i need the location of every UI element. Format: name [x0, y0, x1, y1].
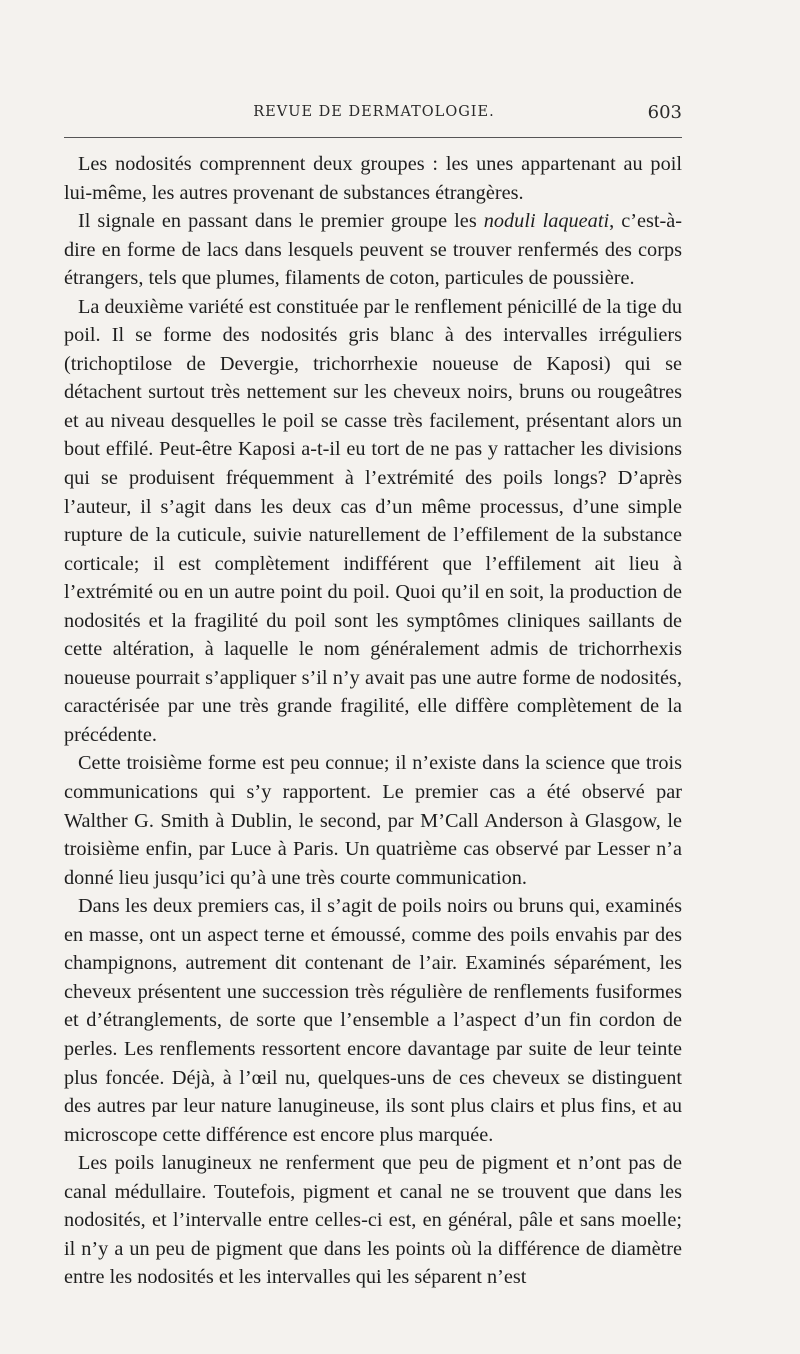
paragraph-2-emphasis: noduli laqueati [483, 210, 610, 233]
paragraph-1: Les nodosités comprennent deux groupes : les unes appartenant au poil lui-même, les autres provenant de substances étrangères. [64, 153, 682, 204]
page-header [66, 104, 682, 130]
header-rule [64, 137, 682, 138]
paragraph-4: Cette troisième forme est peu connue; il n’existe dans la science que trois communications qui s’y rapportent. Le premier cas a été observé par Walther G. Smith à Dublin, le second, par M’Call Anderson à Glasgow, le troisième enfin, par Luce à Paris. Un quatrième cas observé par Lesser n’a donné lieu jusqu’ici qu’à une très courte communication. [64, 752, 682, 889]
paragraph-5: Dans les deux premiers cas, il s’agit de poils noirs ou bruns qui, examinés en masse, ont un aspect terne et émoussé, comme des poils envahis par des champignons, autrement dit contenant de l’air. Examinés séparément, les cheveux présentent une succession très régulière de renflements fusiformes et d’étranglements, de sorte que l’ensemble a l’aspect d’un fin cordon de perles. Les renflements ressortent encore davantage par suite de leur teinte plus foncée. Déjà, à l’œil nu, quelques-uns de ces cheveux se distinguent des autres par leur nature lanugineuse, ils sont plus clairs et plus fins, et au microscope cette différence est encore plus marquée. [64, 895, 682, 1146]
paragraph-3: La deuxième variété est constituée par le renflement pénicillé de la tige du poil. Il se forme des nodosités gris blanc à des intervalles irréguliers (trichoptilose de Devergie, trichorrhexie noueuse de Kaposi) qui se détachent surtout très nettement sur les cheveux noirs, bruns ou rougeâtres et au niveau desquelles le poil se casse très facilement, présentant alors un bout effilé. Peut-être Kaposi a-t-il eu tort de ne pas y rattacher les divisions qui se produisent fréquemment à l’extrémité des poils longs? D’après l’auteur, il s’agit dans les deux cas d’un même processus, d’une simple rupture de la cuticule, suivie naturellement de l’effilement de la substance corticale; il est complètement indifférent que l’effilement ait lieu à l’extrémité ou en un autre point du poil. Quoi qu’il en soit, la production de nodosités et la fragilité du poil sont les symptômes cliniques saillants de cette altération, à laquelle le nom généralement admis de trichorrhexis noueuse pourrait s’appliquer s’il n’y avait pas une autre forme de nodosités, caractérisée par une très grande fragilité, elle diffère complètement de la précédente. [64, 295, 682, 746]
paragraph-2 [64, 207, 682, 293]
body-text [64, 150, 682, 1292]
paragraph-2-end: , c’est-à-dire en forme de lacs dans lesquels peuvent se trouver renfermés des corps étrangers, tels que plumes, filaments de coton, particules de poussière. [64, 210, 682, 290]
paragraph-2-start: Il signale en passant dans le premier groupe les [78, 210, 484, 233]
paragraph-6: Les poils lanugineux ne renferment que peu de pigment et n’ont pas de canal médullaire. Toutefois, pigment et canal ne se trouvent que dans les nodosités, et l’intervalle entre celles-ci est, en général, pâle et sans moelle; il n’y a un peu de pigment que dans les points où la différence de diamètre entre les nodosités et les intervalles qui les séparent n’est [64, 1152, 682, 1289]
running-title: REVUE DE DERMATOLOGIE. [253, 104, 495, 120]
page-number: 603 [647, 102, 682, 123]
